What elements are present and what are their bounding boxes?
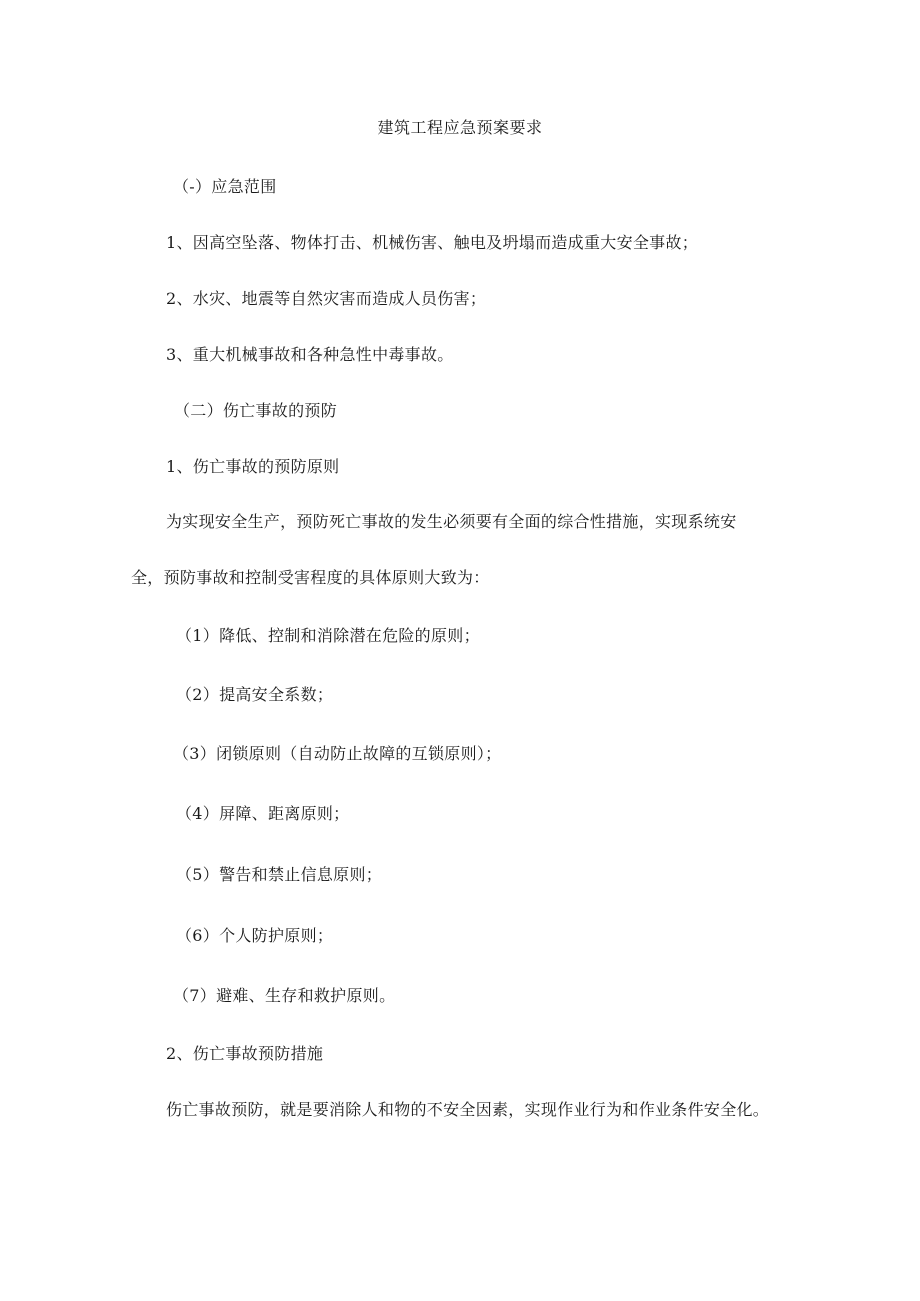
scope-item: 3、重大机械事故和各种急性中毒事故。: [166, 345, 454, 364]
principle-item: （3）闭锁原则（自动防止故障的互锁原则）；: [173, 744, 502, 763]
section-heading-scope: （-）应急范围: [173, 177, 277, 196]
subsection-heading-measures: 2、伤亡事故预防措施: [166, 1044, 324, 1063]
principle-item: （5）警告和禁止信息原则；: [176, 865, 383, 884]
principle-item: （2）提高安全系数；: [176, 685, 334, 704]
principle-item: （6）个人防护原则；: [176, 926, 334, 945]
measures-paragraph: 伤亡事故预防，就是要消除人和物的不安全因素，实现作业行为和作业条件安全化。: [166, 1100, 770, 1119]
scope-item: 2、水灾、地震等自然灾害而造成人员伤害；: [166, 289, 487, 308]
subsection-heading-principles: 1、伤亡事故的预防原则: [166, 457, 340, 476]
section-heading-prevention: （二）伤亡事故的预防: [174, 401, 338, 420]
scope-item: 1、因高空坠落、物体打击、机械伤害、触电及坍塌而造成重大安全事故；: [166, 233, 699, 252]
principle-item: （1）降低、控制和消除潜在危险的原则；: [176, 626, 480, 645]
principle-item: （4）屏障、距离原则；: [176, 804, 350, 823]
principles-paragraph-line: 全，预防事故和控制受害程度的具体原则大致为：: [131, 568, 490, 587]
document-title: 建筑工程应急预案要求: [377, 118, 543, 137]
principle-item: （7）避难、生存和救护原则。: [173, 986, 396, 1005]
principles-paragraph-line: 为实现安全生产，预防死亡事故的发生必须要有全面的综合性措施，实现系统安: [166, 512, 737, 531]
